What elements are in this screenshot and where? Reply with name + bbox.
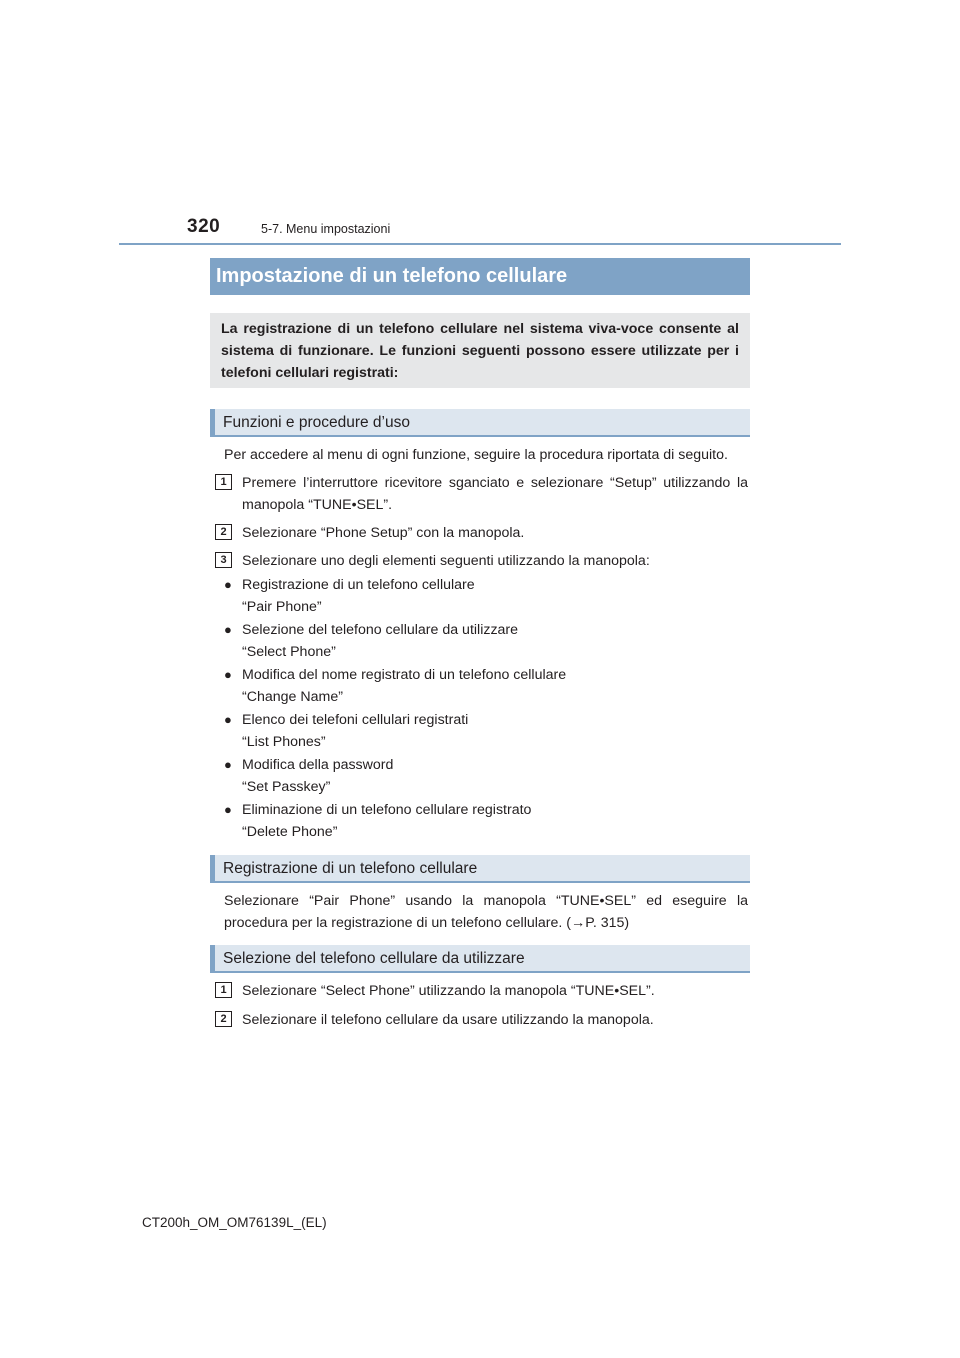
- bullet-icon: ●: [224, 802, 232, 817]
- list-item: Elenco dei telefoni cellulari registrati: [242, 712, 469, 728]
- header-rule: [119, 243, 841, 245]
- list-item-option: “Change Name”: [242, 689, 343, 705]
- list-item: Eliminazione di un telefono cellulare registrato: [242, 802, 532, 818]
- step-text: Selezionare “Select Phone” utilizzando la manopola “TUNE•SEL”.: [242, 983, 655, 999]
- list-item: Modifica della password: [242, 757, 394, 773]
- section-paragraph: Selezionare “Pair Phone” usando la manopola “TUNE•SEL” ed eseguire la procedura per la registrazione di un telefono cellulare. (→P. 315): [224, 893, 748, 931]
- step-text: Selezionare il telefono cellulare da usare utilizzando la manopola.: [242, 1012, 654, 1028]
- footer-code: CT200h_OM_OM76139L_(EL): [142, 1215, 327, 1230]
- step-text: Selezionare uno degli elementi seguenti utilizzando la manopola:: [242, 553, 650, 569]
- step-number: 1: [215, 982, 232, 998]
- list-item-option: “Delete Phone”: [242, 824, 338, 840]
- bullet-icon: ●: [224, 757, 232, 772]
- bullet-icon: ●: [224, 712, 232, 727]
- list-item-option: “Select Phone”: [242, 644, 336, 660]
- list-item-option: “Pair Phone”: [242, 599, 322, 615]
- step-text: Premere l’interruttore ricevitore sganciato e selezionare “Setup” utilizzando la manopola “TUNE•SEL”.: [242, 475, 748, 513]
- page-title: Impostazione di un telefono cellulare: [210, 258, 750, 295]
- list-item: Registrazione di un telefono cellulare: [242, 577, 475, 593]
- page-number: 320: [187, 216, 221, 237]
- intro-box: La registrazione di un telefono cellulare nel sistema viva-voce consente al sistema di funzionare. Le funzioni seguenti possono essere utilizzate per i telefoni cellulari registrati:: [210, 313, 750, 388]
- section-heading-funzioni: Funzioni e procedure d’uso: [210, 409, 750, 437]
- list-item: Modifica del nome registrato di un telefono cellulare: [242, 667, 567, 683]
- bullet-icon: ●: [224, 667, 232, 682]
- list-item-option: “List Phones”: [242, 734, 326, 750]
- bullet-icon: ●: [224, 622, 232, 637]
- section-paragraph: Per accedere al menu di ogni funzione, seguire la procedura riportata di seguito.: [224, 447, 728, 463]
- bullet-icon: ●: [224, 577, 232, 592]
- step-number: 2: [215, 524, 232, 540]
- list-item-option: “Set Passkey”: [242, 779, 331, 795]
- list-item: Selezione del telefono cellulare da utilizzare: [242, 622, 519, 638]
- section-heading-selezione: Selezione del telefono cellulare da utilizzare: [210, 945, 750, 973]
- step-number: 1: [215, 474, 232, 490]
- step-number: 2: [215, 1011, 232, 1027]
- step-number: 3: [215, 552, 232, 568]
- section-heading-registrazione: Registrazione di un telefono cellulare: [210, 855, 750, 883]
- step-text: Selezionare “Phone Setup” con la manopola.: [242, 525, 525, 541]
- section-label: 5-7. Menu impostazioni: [261, 222, 391, 236]
